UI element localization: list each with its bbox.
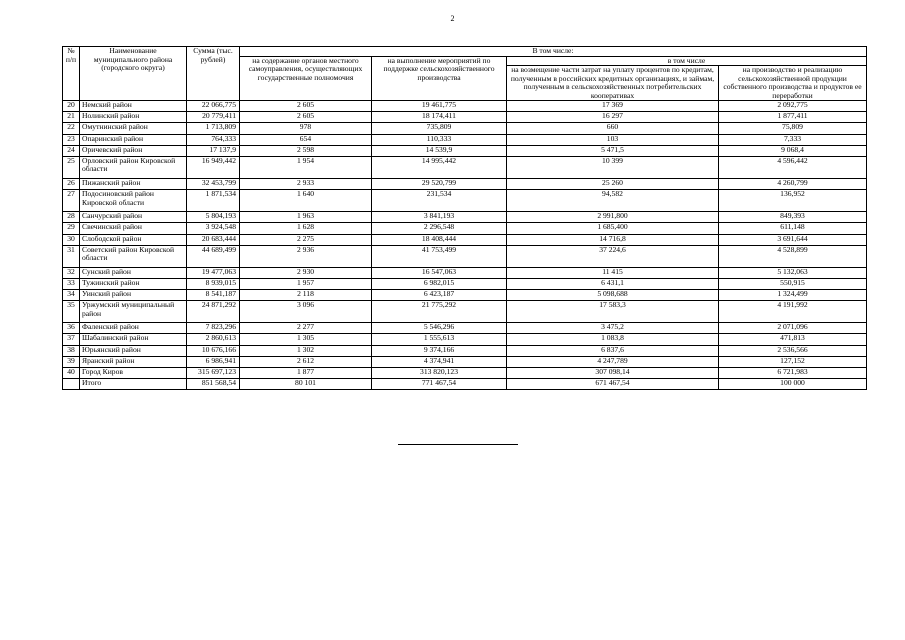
cell-c: 671 467,54: [507, 379, 719, 390]
cell-c: 6 431,1: [507, 278, 719, 289]
cell-name: Итого: [80, 379, 187, 390]
cell-d: 127,152: [719, 356, 867, 367]
cell-a: 1 963: [240, 212, 372, 223]
cell-a: 2 275: [240, 234, 372, 245]
cell-b: 9 374,166: [372, 345, 507, 356]
cell-b: 313 820,123: [372, 368, 507, 379]
table-row: [63, 212, 867, 223]
cell-a: 1 305: [240, 334, 372, 345]
cell-a: 1 302: [240, 345, 372, 356]
cell-a: 2 612: [240, 356, 372, 367]
cell-b: 18 408,444: [372, 234, 507, 245]
cell-name: Город Киров: [80, 368, 187, 379]
table-row: [63, 356, 867, 367]
cell-a: 2 933: [240, 178, 372, 189]
table-row: [63, 112, 867, 123]
cell-a: 1 640: [240, 190, 372, 212]
cell-sum: 19 477,063: [187, 267, 240, 278]
cell-a: 2 118: [240, 290, 372, 301]
cell-name: Фаленский район: [80, 323, 187, 334]
header-col-a: на содержание органов местного самоуправления, осуществляющих государственные полномочия: [240, 56, 372, 101]
cell-name: Сунский район: [80, 267, 187, 278]
cell-sum: 764,333: [187, 134, 240, 145]
cell-sum: 24 871,292: [187, 301, 240, 323]
cell-a: 654: [240, 134, 372, 145]
cell-b: 1 555,613: [372, 334, 507, 345]
cell-b: 14 995,442: [372, 156, 507, 178]
cell-b: 16 547,063: [372, 267, 507, 278]
cell-n: 28: [63, 212, 80, 223]
cell-c: 660: [507, 123, 719, 134]
cell-sum: 315 697,123: [187, 368, 240, 379]
cell-b: 3 841,193: [372, 212, 507, 223]
cell-a: 1 628: [240, 223, 372, 234]
cell-c: 17 583,3: [507, 301, 719, 323]
table-row: [63, 178, 867, 189]
cell-sum: 20 683,444: [187, 234, 240, 245]
table-row: [63, 301, 867, 323]
cell-b: 6 982,015: [372, 278, 507, 289]
table-row: [63, 290, 867, 301]
cell-b: 771 467,54: [372, 379, 507, 390]
table-row: [63, 323, 867, 334]
header-name: Наименование муниципального района (городского округа): [80, 47, 187, 101]
cell-d: 9 068,4: [719, 145, 867, 156]
cell-n: 25: [63, 156, 80, 178]
table-body: [63, 101, 867, 390]
cell-name: Уржумский муниципальный район: [80, 301, 187, 323]
cell-sum: 20 779,411: [187, 112, 240, 123]
cell-d: 550,915: [719, 278, 867, 289]
header-sum: Сумма (тыс. рублей): [187, 47, 240, 101]
cell-b: 735,809: [372, 123, 507, 134]
header-including-2: в том числе: [507, 56, 867, 66]
cell-b: 21 775,292: [372, 301, 507, 323]
cell-name: Опаринский район: [80, 134, 187, 145]
cell-name: Пижанский район: [80, 178, 187, 189]
cell-d: 75,809: [719, 123, 867, 134]
table-row: [63, 223, 867, 234]
cell-sum: 1 713,809: [187, 123, 240, 134]
cell-d: 4 260,799: [719, 178, 867, 189]
cell-name: Уинский район: [80, 290, 187, 301]
cell-b: 110,333: [372, 134, 507, 145]
cell-n: 36: [63, 323, 80, 334]
cell-name: Подосиновский район Кировской области: [80, 190, 187, 212]
cell-b: 19 461,775: [372, 101, 507, 112]
table-row: [63, 379, 867, 390]
cell-sum: 22 066,775: [187, 101, 240, 112]
cell-c: 1 685,400: [507, 223, 719, 234]
header-col-b: на выполнение мероприятий по поддержке сельскохозяйственного производства: [372, 56, 507, 101]
table-row: [63, 190, 867, 212]
cell-d: 471,813: [719, 334, 867, 345]
cell-n: 31: [63, 245, 80, 267]
table-row: [63, 267, 867, 278]
table-row: [63, 245, 867, 267]
cell-d: 5 132,063: [719, 267, 867, 278]
cell-c: 11 415: [507, 267, 719, 278]
cell-name: Тужинский район: [80, 278, 187, 289]
cell-name: Шабалинский район: [80, 334, 187, 345]
cell-d: 7,333: [719, 134, 867, 145]
cell-c: 4 247,789: [507, 356, 719, 367]
cell-d: 849,393: [719, 212, 867, 223]
cell-b: 14 539,9: [372, 145, 507, 156]
cell-n: 37: [63, 334, 80, 345]
cell-b: 41 753,499: [372, 245, 507, 267]
cell-b: 4 374,941: [372, 356, 507, 367]
cell-c: 307 098,14: [507, 368, 719, 379]
cell-n: 32: [63, 267, 80, 278]
cell-a: 2 605: [240, 101, 372, 112]
cell-c: 37 224,6: [507, 245, 719, 267]
table-row: [63, 101, 867, 112]
table-row: [63, 123, 867, 134]
cell-a: 2 936: [240, 245, 372, 267]
cell-c: 2 991,800: [507, 212, 719, 223]
cell-c: 10 399: [507, 156, 719, 178]
cell-b: 29 520,799: [372, 178, 507, 189]
header-col-d: на производство и реализацию сельскохозяйственной продукции собственного производства и продуктов ее переработки: [719, 66, 867, 101]
cell-a: 3 096: [240, 301, 372, 323]
cell-name: Юрьянский район: [80, 345, 187, 356]
table-row: [63, 156, 867, 178]
cell-c: 6 837,6: [507, 345, 719, 356]
cell-n: 39: [63, 356, 80, 367]
table-row: [63, 334, 867, 345]
cell-c: 1 083,8: [507, 334, 719, 345]
cell-n: 38: [63, 345, 80, 356]
cell-d: 136,952: [719, 190, 867, 212]
cell-name: Санчурский район: [80, 212, 187, 223]
cell-d: 2 071,096: [719, 323, 867, 334]
cell-n: 40: [63, 368, 80, 379]
cell-c: 25 260: [507, 178, 719, 189]
cell-a: 80 101: [240, 379, 372, 390]
cell-a: 978: [240, 123, 372, 134]
cell-c: 17 369: [507, 101, 719, 112]
page-number: 2: [450, 14, 455, 23]
cell-c: 5 471,5: [507, 145, 719, 156]
subsidy-table: [62, 46, 867, 390]
cell-b: 5 546,296: [372, 323, 507, 334]
cell-n: 24: [63, 145, 80, 156]
cell-n: 27: [63, 190, 80, 212]
header-col-c: на возмещение части затрат на уплату процентов по кредитам, полученным в российских кредитных организациях, и займам, полученным в сельскохозяйственных потребительских кооперативах: [507, 66, 719, 101]
signature-line: [398, 444, 518, 445]
cell-n: 29: [63, 223, 80, 234]
cell-a: 2 598: [240, 145, 372, 156]
cell-d: 1 877,411: [719, 112, 867, 123]
cell-sum: 851 568,54: [187, 379, 240, 390]
cell-n: 34: [63, 290, 80, 301]
cell-d: 100 000: [719, 379, 867, 390]
cell-b: 231,534: [372, 190, 507, 212]
cell-b: 18 174,411: [372, 112, 507, 123]
table-row: [63, 145, 867, 156]
cell-sum: 16 949,442: [187, 156, 240, 178]
table-row: [63, 345, 867, 356]
cell-d: 6 721,983: [719, 368, 867, 379]
cell-sum: 8 939,015: [187, 278, 240, 289]
cell-name: Оричевский район: [80, 145, 187, 156]
cell-b: 6 423,187: [372, 290, 507, 301]
cell-sum: 44 689,499: [187, 245, 240, 267]
table-row: [63, 134, 867, 145]
cell-sum: 7 823,296: [187, 323, 240, 334]
cell-n: 26: [63, 178, 80, 189]
cell-name: Омутнинский район: [80, 123, 187, 134]
cell-name: Свечинский район: [80, 223, 187, 234]
cell-n: 22: [63, 123, 80, 134]
cell-sum: 1 871,534: [187, 190, 240, 212]
cell-sum: 5 804,193: [187, 212, 240, 223]
cell-c: 103: [507, 134, 719, 145]
cell-sum: 32 453,799: [187, 178, 240, 189]
cell-n: 35: [63, 301, 80, 323]
cell-name: Немский район: [80, 101, 187, 112]
cell-name: Слободской район: [80, 234, 187, 245]
cell-sum: 8 541,187: [187, 290, 240, 301]
cell-name: Советский район Кировской области: [80, 245, 187, 267]
cell-a: 2 930: [240, 267, 372, 278]
cell-sum: 6 986,941: [187, 356, 240, 367]
cell-d: 1 324,499: [719, 290, 867, 301]
cell-c: 3 475,2: [507, 323, 719, 334]
cell-sum: 3 924,548: [187, 223, 240, 234]
cell-sum: 10 676,166: [187, 345, 240, 356]
cell-sum: 17 137,9: [187, 145, 240, 156]
cell-c: 14 716,8: [507, 234, 719, 245]
cell-d: 4 596,442: [719, 156, 867, 178]
cell-d: 2 092,775: [719, 101, 867, 112]
cell-n: 33: [63, 278, 80, 289]
cell-d: 4 528,899: [719, 245, 867, 267]
cell-a: 2 277: [240, 323, 372, 334]
cell-d: 611,148: [719, 223, 867, 234]
cell-b: 2 296,548: [372, 223, 507, 234]
cell-name: Орловский район Кировской области: [80, 156, 187, 178]
cell-name: Нолинский район: [80, 112, 187, 123]
cell-d: 4 191,992: [719, 301, 867, 323]
table-row: [63, 278, 867, 289]
cell-n: 23: [63, 134, 80, 145]
cell-a: 1 954: [240, 156, 372, 178]
table-row: [63, 368, 867, 379]
cell-d: 2 536,566: [719, 345, 867, 356]
cell-n: 21: [63, 112, 80, 123]
cell-c: 16 297: [507, 112, 719, 123]
cell-n: 20: [63, 101, 80, 112]
header-including: В том числе:: [240, 47, 867, 57]
header-num: № п/п: [63, 47, 80, 101]
cell-a: 1 957: [240, 278, 372, 289]
cell-name: Яранский район: [80, 356, 187, 367]
cell-n: [63, 379, 80, 390]
table-row: [63, 234, 867, 245]
cell-a: 1 877: [240, 368, 372, 379]
cell-sum: 2 860,613: [187, 334, 240, 345]
cell-c: 94,582: [507, 190, 719, 212]
cell-a: 2 605: [240, 112, 372, 123]
cell-n: 30: [63, 234, 80, 245]
cell-c: 5 098,688: [507, 290, 719, 301]
cell-d: 3 691,644: [719, 234, 867, 245]
